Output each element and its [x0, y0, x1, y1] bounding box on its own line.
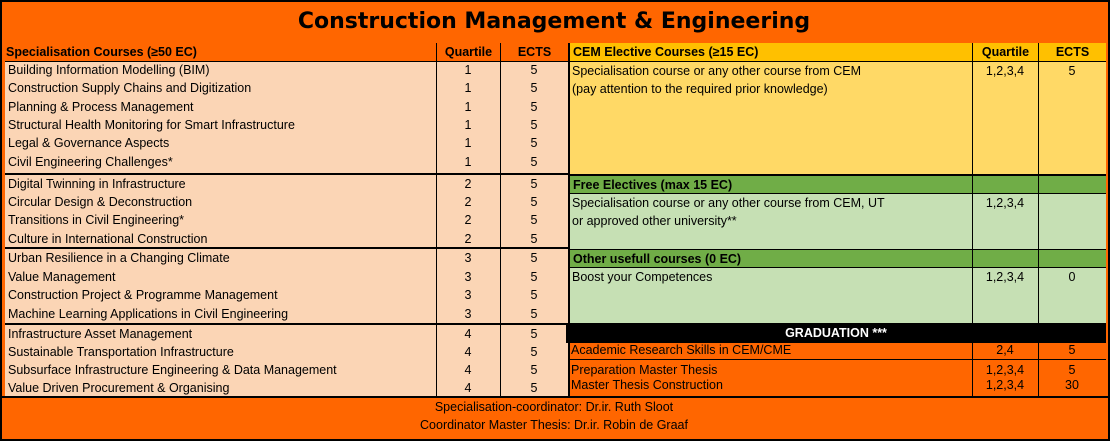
course-quartile: 1 — [464, 63, 472, 77]
course-ects: 5 — [530, 177, 538, 191]
course-ects: 5 — [530, 381, 538, 395]
course-quartile: 2 — [464, 195, 472, 210]
course-quartile: 3 — [464, 288, 472, 302]
footer — [2, 398, 1106, 438]
elective-header — [568, 43, 972, 61]
course-name: Building Information Modelling (BIM) — [8, 63, 210, 77]
course-quartile: 1 — [464, 136, 472, 151]
specialisation-header — [6, 43, 436, 61]
course-quartile: 3 — [464, 306, 472, 321]
course-name: Value Management — [8, 269, 116, 284]
course-quartile: 4 — [464, 327, 472, 341]
elective-ects-header — [1038, 43, 1106, 61]
course-ects: 5 — [530, 363, 538, 377]
course-quartile: 1 — [464, 99, 472, 114]
graduation-header-label: GRADUATION *** — [785, 326, 887, 340]
graduation-course-ects: 5 — [1068, 343, 1076, 357]
course-name: Planning & Process Management — [8, 99, 194, 114]
course-ects: 5 — [530, 269, 538, 284]
course-quartile: 2 — [464, 213, 472, 228]
elective-ects: 5 — [1068, 64, 1076, 78]
course-ects: 5 — [530, 136, 538, 151]
ects-header-label: ECTS — [1055, 45, 1090, 59]
other-description: Boost your Competences — [572, 270, 713, 284]
course-name: Transitions in Civil Engineering* — [8, 213, 185, 228]
free-header-fill — [1038, 176, 1106, 193]
elective-quartile-header — [972, 43, 1038, 61]
other-header-fill — [972, 250, 1038, 267]
row-divider — [568, 359, 1106, 360]
free-description-line1: Specialisation course or any other course from CEM, UT — [572, 196, 885, 210]
graduation-course-ects: 5 — [1068, 363, 1076, 377]
specialisation-header-label: Specialisation Courses (≥50 EC) — [6, 45, 197, 59]
free-electives-header-label: Free Electives (max 15 EC) — [573, 177, 733, 192]
course-ects: 5 — [530, 213, 538, 228]
course-name: Legal & Governance Aspects — [8, 136, 170, 151]
course-ects: 5 — [530, 306, 538, 321]
course-ects: 5 — [530, 81, 538, 96]
other-ects: 0 — [1068, 270, 1076, 284]
graduation-header — [566, 323, 1106, 343]
free-description-line2: or approved other university** — [572, 214, 737, 228]
quartile-header-label: Quartile — [981, 45, 1030, 59]
course-ects: 5 — [530, 288, 538, 302]
course-name: Civil Engineering Challenges* — [8, 154, 173, 169]
course-ects: 5 — [530, 327, 538, 341]
other-courses-header — [568, 250, 972, 267]
thesis-coordinator: Coordinator Master Thesis: Dr.ir. Robin de Graaf — [420, 418, 688, 432]
course-ects: 5 — [530, 345, 538, 359]
course-quartile: 3 — [464, 251, 472, 265]
course-quartile: 2 — [464, 231, 472, 246]
other-quartile: 1,2,3,4 — [985, 270, 1025, 284]
specialisation-coordinator: Specialisation-coordinator: Dr.ir. Ruth Sloot — [434, 400, 674, 414]
course-name: Machine Learning Applications in Civil Engineering — [8, 306, 289, 321]
course-quartile: 3 — [464, 269, 472, 284]
graduation-course-name: Preparation Master Thesis — [571, 363, 718, 377]
course-quartile: 1 — [464, 81, 472, 96]
course-quartile: 4 — [464, 381, 472, 395]
course-name: Digital Twinning in Infrastructure — [8, 177, 186, 191]
page-title: Construction Management & Engineering — [297, 9, 811, 34]
course-name: Circular Design & Deconstruction — [8, 195, 193, 210]
course-name: Structural Health Monitoring for Smart Infrastructure — [8, 117, 295, 132]
graduation-course-name: Academic Research Skills in CEM/CME — [571, 343, 792, 357]
course-ects: 5 — [530, 231, 538, 246]
elective-header-label: CEM Elective Courses (≥15 EC) — [573, 45, 759, 59]
course-quartile: 2 — [464, 177, 472, 191]
course-name: Subsurface Infrastructure Engineering & Data Management — [8, 363, 337, 377]
course-name: Value Driven Procurement & Organising — [8, 381, 230, 395]
course-ects: 5 — [530, 63, 538, 77]
course-quartile: 1 — [464, 117, 472, 132]
ects-header-label: ECTS — [517, 45, 552, 59]
free-header-fill — [972, 176, 1038, 193]
free-quartile: 1,2,3,4 — [985, 196, 1025, 210]
specialisation-quartile-header — [436, 43, 500, 61]
course-name: Sustainable Transportation Infrastructure — [8, 345, 234, 359]
graduation-course-quartile: 1,2,3,4 — [985, 363, 1025, 377]
course-name: Urban Resilience in a Changing Climate — [8, 251, 230, 265]
free-electives-header — [568, 176, 972, 193]
graduation-course-quartile: 1,2,3,4 — [985, 378, 1025, 392]
course-quartile: 4 — [464, 345, 472, 359]
specialisation-ects-header — [500, 43, 568, 61]
course-ects: 5 — [530, 117, 538, 132]
course-ects: 5 — [530, 251, 538, 265]
course-name: Infrastructure Asset Management — [8, 327, 193, 341]
course-name: Culture in International Construction — [8, 231, 208, 246]
course-quartile: 1 — [464, 154, 472, 169]
graduation-course-ects: 30 — [1065, 378, 1079, 392]
graduation-course-quartile: 2,4 — [996, 343, 1014, 357]
elective-quartile: 1,2,3,4 — [985, 64, 1025, 78]
course-ects: 5 — [530, 154, 538, 169]
course-ects: 5 — [530, 195, 538, 210]
course-quartile: 4 — [464, 363, 472, 377]
other-header-fill — [1038, 250, 1106, 267]
elective-description-line2: (pay attention to the required prior knowledge) — [572, 82, 828, 96]
other-courses-header-label: Other usefull courses (0 EC) — [573, 251, 742, 266]
course-ects: 5 — [530, 99, 538, 114]
col-divider — [1038, 193, 1039, 249]
graduation-course-name: Master Thesis Construction — [571, 378, 723, 392]
course-name: Construction Project & Programme Management — [8, 288, 278, 302]
elective-description-line1: Specialisation course or any other course from CEM — [572, 64, 862, 78]
course-name: Construction Supply Chains and Digitization — [8, 81, 252, 96]
quartile-header-label: Quartile — [444, 45, 493, 59]
